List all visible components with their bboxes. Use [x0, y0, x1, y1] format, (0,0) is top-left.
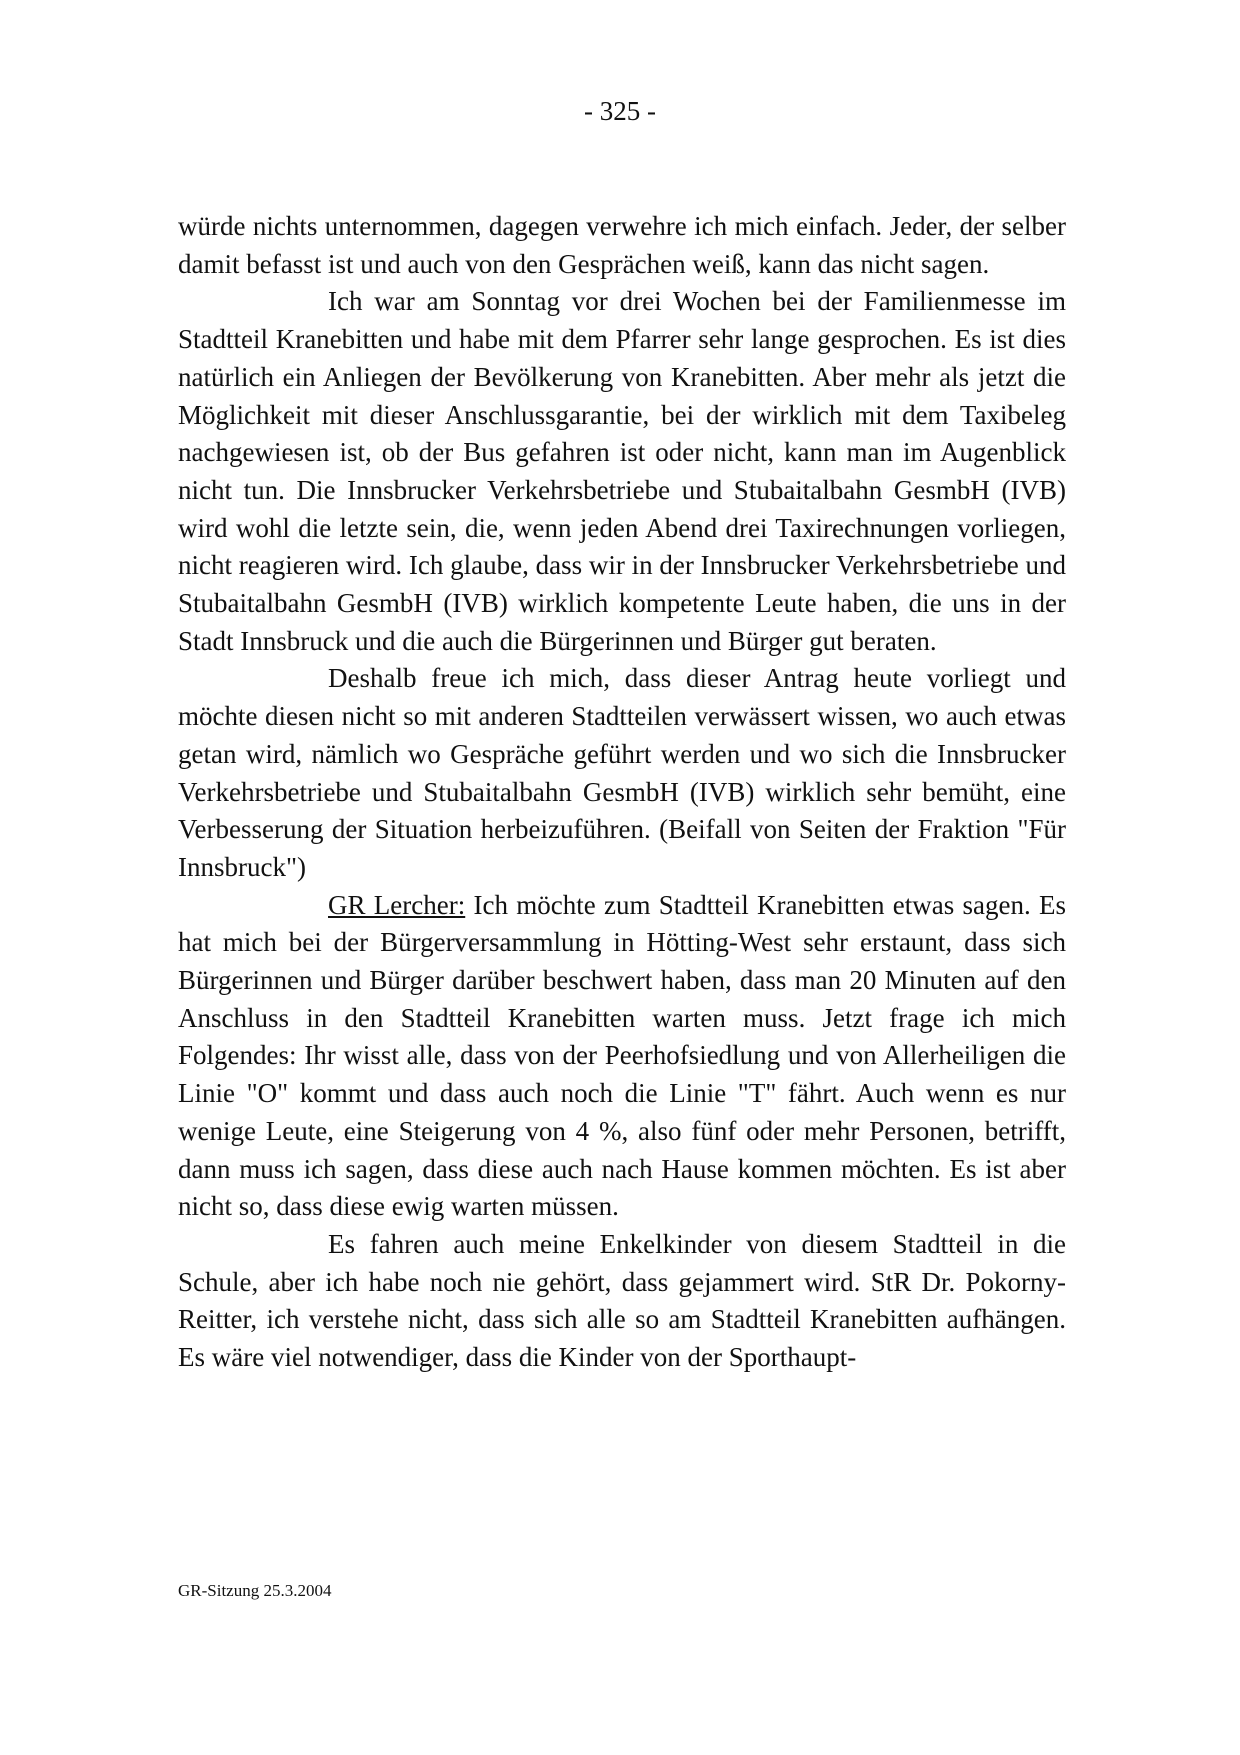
footer-session-date: GR-Sitzung 25.3.2004 [178, 1581, 332, 1600]
speaker-statement: Ich möchte zum Stadtteil Kranebitten etwas sagen. Es hat mich bei der Bürgerversammlung in Hötting-West sehr erstaunt, dass sich Bürgerinnen und Bürger darüber beschwert haben, dass man 20 Minuten auf den Anschluss in den Stadtteil Kranebitten warten muss. Jetzt frage ich mich Folgendes: Ihr wisst alle, dass von der Peerhofsiedlung und von Allerheiligen die Linie "O" kommt und dass auch noch die Linie "T" fährt. Auch wenn es nur wenige Leute, eine Steigerung von 4 %, also fünf oder mehr Personen, betrifft, dann muss ich sagen, dass diese auch nach Hause kommen möchten. Es ist aber nicht so, dass diese ewig warten müssen. [178, 889, 1066, 1222]
paragraph: würde nichts unternommen, dagegen verwehre ich mich einfach. Jeder, der selber damit befasst ist und auch von den Gesprächen weiß, kann das nicht sagen. [178, 211, 1066, 279]
paragraph: Es fahren auch meine Enkelkinder von diesem Stadtteil in die Schule, aber ich habe noch nie gehört, dass gejammert wird. StR Dr. Pokorny-Reitter, ich verstehe nicht, dass sich alle so am Stadtteil Kranebitten aufhängen. Es wäre viel notwendiger, dass die Kinder von der Sporthaupt- [178, 1228, 1066, 1373]
paragraph: Ich war am Sonntag vor drei Wochen bei der Familienmesse im Stadtteil Kranebitten und habe mit dem Pfarrer sehr lange gesprochen. Es ist dies natürlich ein Anliegen der Bevölkerung von Kranebitten. Aber mehr als jetzt die Möglichkeit mit dieser Anschlussgarantie, bei der wirklich mit dem Taxibeleg nachgewiesen ist, ob der Bus gefahren ist oder nicht, kann man im Augenblick nicht tun. Die Innsbrucker Verkehrsbetriebe und Stubaitalbahn GesmbH (IVB) wird wohl die letzte sein, die, wenn jeden Abend drei Taxirechnungen vorliegen, nicht reagieren wird. Ich glaube, dass wir in der Innsbrucker Verkehrsbetriebe und Stubaitalbahn GesmbH (IVB) wirklich kompetente Leute haben, die uns in der Stadt Innsbruck und die auch die Bürgerinnen und Bürger gut beraten. [178, 286, 1066, 656]
speaker-name: GR Lercher: [328, 889, 466, 920]
document-body [178, 208, 1066, 1377]
paragraph: Deshalb freue ich mich, dass dieser Antrag heute vorliegt und möchte diesen nicht so mit anderen Stadtteilen verwässert wissen, wo auch etwas getan wird, nämlich wo Gespräche geführt werden und wo sich die Innsbrucker Verkehrsbetriebe und Stubaitalbahn GesmbH (IVB) wirklich sehr bemüht, eine Verbesserung der Situation herbeizuführen. (Beifall von Seiten der Fraktion "Für Innsbruck") [178, 663, 1066, 882]
speaker-paragraph [178, 887, 1066, 1226]
page-number: - 325 - [584, 96, 656, 126]
